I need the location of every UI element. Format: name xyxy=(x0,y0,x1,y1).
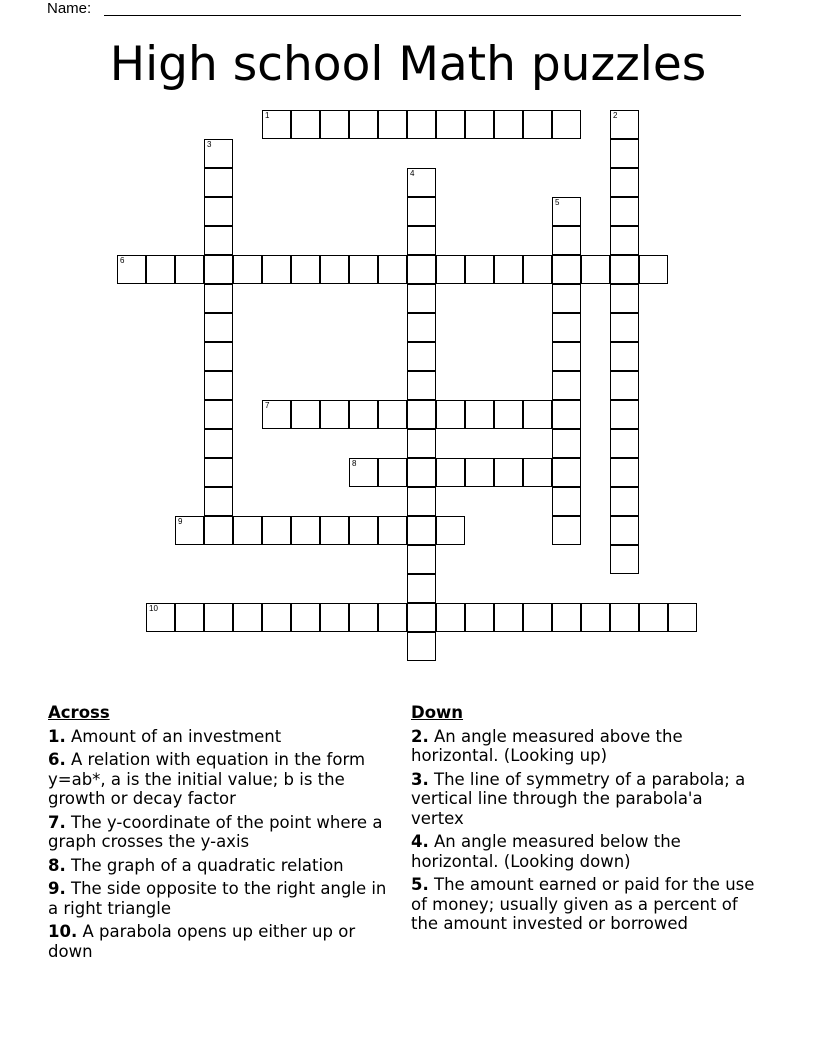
grid-cell[interactable] xyxy=(407,516,436,545)
grid-cell[interactable] xyxy=(349,516,378,545)
grid-cell[interactable] xyxy=(552,603,581,632)
grid-cell[interactable] xyxy=(320,516,349,545)
grid-cell[interactable] xyxy=(552,197,581,226)
grid-cell[interactable] xyxy=(233,603,262,632)
grid-cell[interactable] xyxy=(233,255,262,284)
grid-cell[interactable] xyxy=(610,110,639,139)
grid-cell[interactable] xyxy=(204,139,233,168)
across-clue-1: 1. Amount of an investment xyxy=(48,726,282,746)
grid-cell[interactable] xyxy=(552,400,581,429)
grid-cell[interactable] xyxy=(407,603,436,632)
grid-cell[interactable] xyxy=(465,458,494,487)
across-clue-10: 10. A parabola opens up either up or down xyxy=(48,922,356,961)
grid-cell[interactable] xyxy=(349,110,378,139)
grid-cell[interactable] xyxy=(407,110,436,139)
grid-cell[interactable] xyxy=(204,284,233,313)
grid-cell[interactable] xyxy=(175,603,204,632)
grid-cell[interactable] xyxy=(407,429,436,458)
grid-cell[interactable] xyxy=(465,603,494,632)
grid-cell[interactable] xyxy=(349,400,378,429)
grid-cell[interactable] xyxy=(146,603,175,632)
grid-cell[interactable] xyxy=(552,284,581,313)
clue-number: 1 xyxy=(265,111,270,120)
grid-cell[interactable] xyxy=(552,110,581,139)
grid-cell[interactable] xyxy=(320,255,349,284)
clue-number: 6 xyxy=(120,256,125,265)
grid-cell[interactable] xyxy=(407,226,436,255)
grid-cell[interactable] xyxy=(262,255,291,284)
grid-cell[interactable] xyxy=(407,574,436,603)
grid-cell[interactable] xyxy=(610,313,639,342)
grid-cell[interactable] xyxy=(291,516,320,545)
down-clue-3: 3. The line of symmetry of a parabola; a vertical line through the parabola'a vertex xyxy=(411,769,746,828)
grid-cell[interactable] xyxy=(204,400,233,429)
grid-cell[interactable] xyxy=(204,487,233,516)
grid-cell[interactable] xyxy=(639,255,668,284)
grid-cell[interactable] xyxy=(407,545,436,574)
grid-cell[interactable] xyxy=(378,110,407,139)
grid-cell[interactable] xyxy=(552,342,581,371)
grid-cell[interactable] xyxy=(204,197,233,226)
grid-cell[interactable] xyxy=(465,400,494,429)
grid-cell[interactable] xyxy=(552,255,581,284)
grid-cell[interactable] xyxy=(378,400,407,429)
grid-cell[interactable] xyxy=(436,516,465,545)
grid-cell[interactable] xyxy=(175,255,204,284)
down-clues xyxy=(411,703,756,938)
grid-cell[interactable] xyxy=(436,458,465,487)
grid-cell[interactable] xyxy=(262,110,291,139)
grid-cell[interactable] xyxy=(581,255,610,284)
grid-cell[interactable] xyxy=(349,458,378,487)
grid-cell[interactable] xyxy=(407,458,436,487)
grid-cell[interactable] xyxy=(320,400,349,429)
down-clue-5: 5. The amount earned or paid for the use of money; usually given as a percent of the amount invested or borrowed xyxy=(411,875,755,933)
grid-cell[interactable] xyxy=(465,255,494,284)
grid-cell[interactable] xyxy=(610,429,639,458)
grid-cell[interactable] xyxy=(436,603,465,632)
grid-cell[interactable] xyxy=(523,458,552,487)
grid-cell[interactable] xyxy=(610,139,639,168)
down-clue-2: 2. An angle measured above the horizontal. (Looking up) xyxy=(411,726,683,765)
grid-cell[interactable] xyxy=(610,255,639,284)
name-label: Name: xyxy=(47,0,92,17)
grid-cell[interactable] xyxy=(581,603,610,632)
grid-cell[interactable] xyxy=(204,255,233,284)
clue-number: 5 xyxy=(555,198,560,207)
grid-cell[interactable] xyxy=(291,400,320,429)
grid-cell[interactable] xyxy=(436,110,465,139)
grid-cell[interactable] xyxy=(523,400,552,429)
grid-cell[interactable] xyxy=(204,168,233,197)
grid-cell[interactable] xyxy=(291,603,320,632)
grid-cell[interactable] xyxy=(378,603,407,632)
grid-cell[interactable] xyxy=(552,487,581,516)
clue-number: 4 xyxy=(410,169,415,178)
grid-cell[interactable] xyxy=(378,516,407,545)
grid-cell[interactable] xyxy=(262,603,291,632)
grid-cell[interactable] xyxy=(610,197,639,226)
grid-cell[interactable] xyxy=(407,313,436,342)
down-heading: Down xyxy=(411,703,464,722)
grid-cell[interactable] xyxy=(407,400,436,429)
grid-cell[interactable] xyxy=(349,603,378,632)
across-clue-7: 7. The y-coordinate of the point where a graph crosses the y-axis xyxy=(48,812,383,851)
grid-cell[interactable] xyxy=(378,458,407,487)
grid-cell[interactable] xyxy=(610,516,639,545)
grid-cell[interactable] xyxy=(407,284,436,313)
grid-cell[interactable] xyxy=(262,400,291,429)
grid-cell[interactable] xyxy=(407,168,436,197)
grid-cell[interactable] xyxy=(262,516,291,545)
grid-cell[interactable] xyxy=(407,487,436,516)
grid-cell[interactable] xyxy=(523,603,552,632)
grid-cell[interactable] xyxy=(407,255,436,284)
grid-cell[interactable] xyxy=(610,603,639,632)
page-title: High school Math puzzles xyxy=(109,37,707,92)
grid-cell[interactable] xyxy=(320,603,349,632)
across-clue-6: 6. A relation with equation in the form y=ab*, a is the initial value; b is the growth or decay factor xyxy=(48,750,366,808)
grid-cell[interactable] xyxy=(407,632,436,661)
clue-number: 2 xyxy=(613,111,618,120)
grid-cell[interactable] xyxy=(320,110,349,139)
clue-number: 8 xyxy=(352,459,357,468)
across-heading: Across xyxy=(48,703,110,722)
grid-cell[interactable] xyxy=(204,342,233,371)
grid-cell[interactable] xyxy=(204,371,233,400)
grid-cell[interactable] xyxy=(233,516,262,545)
grid-cell[interactable] xyxy=(291,255,320,284)
grid-cell[interactable] xyxy=(378,255,407,284)
grid-cell[interactable] xyxy=(175,516,204,545)
across-clue-8: 8. The graph of a quadratic relation xyxy=(48,855,344,875)
grid-cell[interactable] xyxy=(610,458,639,487)
grid-cell[interactable] xyxy=(552,458,581,487)
grid-cell[interactable] xyxy=(639,603,668,632)
grid-cell[interactable] xyxy=(494,603,523,632)
clue-number: 3 xyxy=(207,140,212,149)
grid-cell[interactable] xyxy=(204,226,233,255)
grid-cell[interactable] xyxy=(494,458,523,487)
grid-cell[interactable] xyxy=(204,458,233,487)
grid-cell[interactable] xyxy=(523,255,552,284)
across-clues xyxy=(48,703,388,965)
grid-cell[interactable] xyxy=(610,487,639,516)
grid-cell[interactable] xyxy=(494,255,523,284)
grid-cell[interactable] xyxy=(552,226,581,255)
grid-cell[interactable] xyxy=(407,342,436,371)
grid-cell[interactable] xyxy=(349,255,378,284)
clue-number: 7 xyxy=(265,401,270,410)
grid-cell[interactable] xyxy=(610,226,639,255)
grid-cell[interactable] xyxy=(610,545,639,574)
grid-cell[interactable] xyxy=(117,255,146,284)
grid-cell[interactable] xyxy=(523,110,552,139)
grid-cell[interactable] xyxy=(146,255,175,284)
grid-cell[interactable] xyxy=(610,342,639,371)
grid-cell[interactable] xyxy=(465,110,494,139)
clue-number: 10 xyxy=(149,604,158,613)
grid-cell[interactable] xyxy=(552,371,581,400)
grid-cell[interactable] xyxy=(407,197,436,226)
grid-cell[interactable] xyxy=(494,400,523,429)
grid-cell[interactable] xyxy=(204,603,233,632)
across-clue-9: 9. The side opposite to the right angle in a right triangle xyxy=(48,879,387,918)
grid-cell[interactable] xyxy=(610,400,639,429)
grid-cell[interactable] xyxy=(552,313,581,342)
grid-cell[interactable] xyxy=(552,429,581,458)
grid-cell[interactable] xyxy=(436,255,465,284)
grid-cell[interactable] xyxy=(204,313,233,342)
grid-cell[interactable] xyxy=(668,603,697,632)
grid-cell[interactable] xyxy=(291,110,320,139)
grid-cell[interactable] xyxy=(204,429,233,458)
grid-cell[interactable] xyxy=(610,168,639,197)
grid-cell[interactable] xyxy=(552,516,581,545)
grid-cell[interactable] xyxy=(407,371,436,400)
grid-cell[interactable] xyxy=(204,516,233,545)
clue-number: 9 xyxy=(178,517,183,526)
grid-cell[interactable] xyxy=(610,284,639,313)
grid-cell[interactable] xyxy=(436,400,465,429)
grid-cell[interactable] xyxy=(610,371,639,400)
grid-cell[interactable] xyxy=(494,110,523,139)
down-clue-4: 4. An angle measured below the horizontal. (Looking down) xyxy=(411,832,681,871)
